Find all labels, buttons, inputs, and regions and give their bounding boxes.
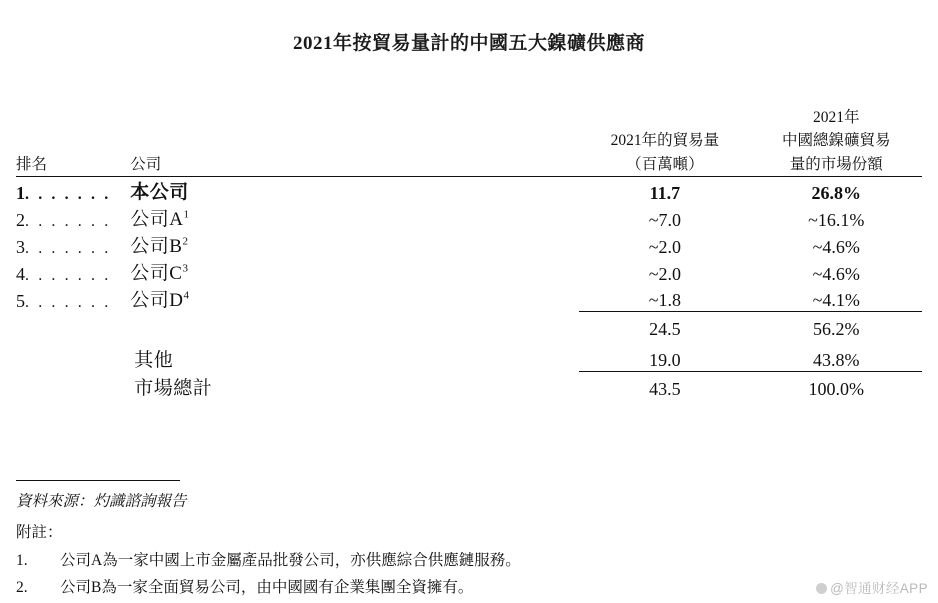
notes-label: 附註： [16, 524, 63, 542]
rank-value: 2 [16, 209, 25, 230]
watermark-logo-icon [816, 583, 827, 594]
column-header-share [751, 106, 922, 176]
cell-share: 100.0% [751, 372, 922, 401]
footnote-marker: 4 [183, 289, 190, 302]
cell-volume: ~7.0 [648, 209, 681, 230]
footer-divider [16, 480, 180, 481]
column-header-volume-line2: （百萬噸） [626, 155, 704, 173]
cell-company [130, 285, 579, 312]
cell-company [130, 258, 579, 285]
note-index: 2. [16, 579, 28, 597]
company-name: 本公司 [130, 181, 189, 203]
note-item [16, 549, 916, 573]
cell-rank [16, 258, 130, 285]
cell-share: ~4.1% [812, 290, 860, 311]
cell-share: 43.8% [813, 350, 860, 371]
cell-rank [16, 312, 130, 341]
footnote-marker: 3 [182, 262, 189, 275]
table-row-total [16, 372, 922, 401]
cell-share: ~4.6% [812, 263, 860, 284]
cell-company: 其他 [134, 349, 174, 371]
table-header-row [16, 106, 922, 176]
table-row [16, 285, 922, 312]
cell-share: 26.8% [811, 182, 862, 203]
cell-company: 市場總計 [134, 378, 213, 400]
company-name: 公司C [130, 262, 183, 284]
document-page [0, 28, 938, 603]
table-row-other [16, 340, 922, 372]
cell-volume: 19.0 [649, 350, 681, 371]
note-text: 公司A為一家中國上市金屬產品批發公司，亦供應綜合供應鏈服務。 [60, 552, 521, 570]
rank-value: 1 [16, 182, 25, 203]
table-row [16, 231, 922, 258]
cell-rank [16, 372, 130, 401]
cell-company [130, 231, 579, 258]
column-header-volume-line1: 2021年的貿易量 [610, 132, 720, 150]
leader-dots: . . . . . . . [25, 266, 111, 284]
table-row [16, 176, 922, 204]
cell-company [130, 176, 579, 204]
table-row [16, 258, 922, 285]
cell-volume: 11.7 [649, 182, 681, 203]
column-header-rank: 排名 [16, 106, 130, 176]
cell-share: ~16.1% [808, 209, 865, 230]
table-row [16, 204, 922, 231]
cell-rank [16, 285, 130, 312]
supplier-table [16, 106, 922, 400]
footnote-marker: 1 [183, 208, 190, 221]
cell-share: 56.2% [751, 312, 922, 341]
column-header-share-line3: 量的市場份額 [789, 155, 883, 173]
company-name: 公司D [130, 289, 184, 311]
watermark-text: @智通财经APP [830, 581, 928, 596]
cell-rank [16, 176, 130, 204]
cell-volume: ~2.0 [648, 236, 681, 257]
company-name: 公司A [130, 208, 184, 230]
column-header-share-line1: 2021年 [813, 109, 860, 126]
column-header-volume [579, 106, 750, 176]
cell-company [130, 312, 579, 341]
rank-value: 5 [16, 290, 25, 311]
leader-dots: . . . . . . . [25, 293, 111, 311]
note-item [16, 576, 916, 600]
rank-value: 4 [16, 263, 25, 284]
page-title: 2021年按貿易量計的中國五大鎳礦供應商 [292, 33, 645, 54]
footer-notes [16, 490, 916, 603]
leader-dots: . . . . . . . [25, 185, 111, 203]
watermark [816, 577, 928, 597]
cell-share: ~4.6% [812, 236, 860, 257]
cell-volume: ~2.0 [648, 263, 681, 284]
cell-rank [16, 204, 130, 231]
cell-rank [16, 231, 130, 258]
cell-rank [16, 340, 130, 372]
cell-volume: 43.5 [579, 372, 750, 401]
note-index: 1. [16, 552, 28, 570]
footnote-marker: 2 [182, 235, 189, 248]
source-line: 資料來源：灼識諮詢報告 [16, 493, 187, 510]
table-row-subtotal [16, 312, 922, 341]
leader-dots: . . . . . . . [25, 212, 111, 230]
cell-volume: ~1.8 [648, 290, 681, 311]
column-header-share-line2: 中國總鎳礦貿易 [782, 132, 891, 150]
leader-dots: . . . . . . . [25, 239, 111, 257]
company-name: 公司B [130, 235, 183, 257]
rank-value: 3 [16, 236, 25, 257]
column-header-company: 公司 [130, 106, 579, 176]
cell-company [130, 204, 579, 231]
cell-volume: 24.5 [579, 312, 750, 341]
note-text: 公司B為一家全面貿易公司，由中國國有企業集團全資擁有。 [60, 579, 474, 597]
